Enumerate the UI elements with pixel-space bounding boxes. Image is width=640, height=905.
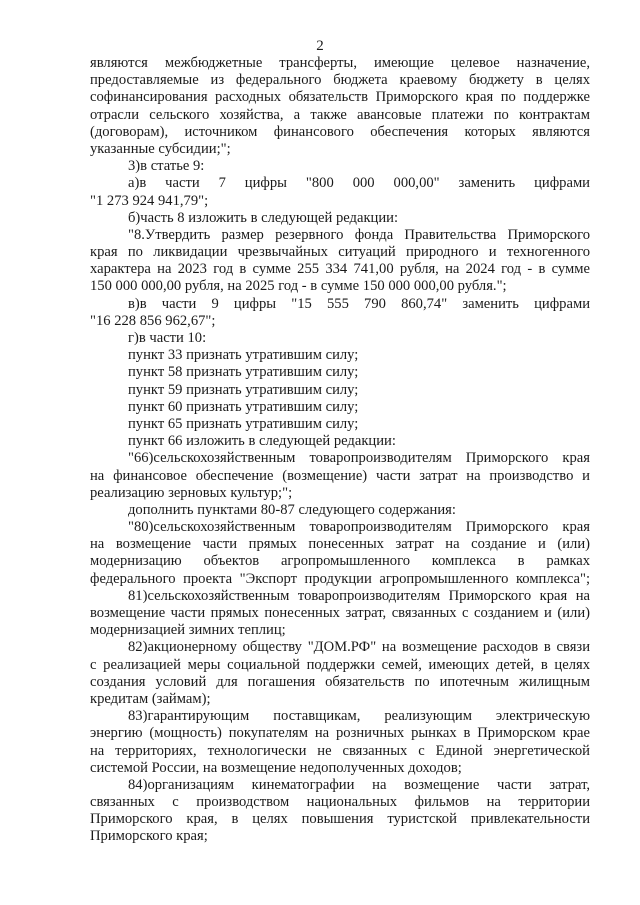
text-line: г)в части 10: xyxy=(128,330,207,346)
text-line: являются межбюджетные трансферты, имеющие целевое назначение, xyxy=(90,55,590,71)
text-line: края по ликвидации чрезвычайных ситуаций природного и техногенного xyxy=(90,244,590,261)
text-line: 3)в статье 9: xyxy=(128,158,205,175)
text-line: 82)акционерному обществу "ДОМ.РФ" на возмещение расходов в связи xyxy=(128,639,590,656)
text-line: пункт 33 признать утратившим силу; xyxy=(128,347,359,364)
text-line: 84)организациям кинематографии на возмещение части затрат, xyxy=(128,776,590,793)
text-line: модернизацию объектов агропромышленного комплекса в рамках xyxy=(90,553,590,570)
text-line: в)в части 9 цифры "15 555 790 860,74" заменить цифрами xyxy=(128,295,590,312)
text-line: (договорам), источником финансового обеспечения которых являются xyxy=(90,123,590,140)
text-line: 81)сельскохозяйственным товаропроизводителям Приморского края на xyxy=(128,587,590,604)
text-line: на территориях, технологически не связанных с Единой энергетической xyxy=(90,742,590,759)
text-line: а)в части 7 цифры "800 000 000,00" заменить цифрами xyxy=(128,175,590,192)
page-number: 2 xyxy=(316,38,324,54)
text-line: софинансирования расходных обязательств Приморского края по поддержке xyxy=(90,89,590,106)
text-line: Приморского края, в целях повышения туристской привлекательности xyxy=(90,811,590,828)
text-line: б)часть 8 изложить в следующей редакции: xyxy=(128,209,399,226)
text-line: "1 273 924 941,79"; xyxy=(90,192,209,209)
text-line: пункт 66 изложить в следующей редакции: xyxy=(128,433,396,450)
text-line: пункт 60 признать утратившим силу; xyxy=(128,398,359,415)
text-line: отрасли сельского хозяйства, а также авансовые платежи по контрактам xyxy=(90,106,590,123)
text-line: Приморского края; xyxy=(90,828,208,845)
text-line: пункт 65 признать утратившим силу; xyxy=(128,415,359,432)
text-line: кредитам (займам); xyxy=(90,690,211,707)
text-line: указанные субсидии;"; xyxy=(90,140,231,157)
text-line: на возмещение части прямых понесенных затрат на создание и (или) xyxy=(90,536,590,553)
text-line: федерального проекта "Экспорт продукции агропромышленного комплекса"; xyxy=(90,570,590,587)
text-line: пункт 59 признать утратившим силу; xyxy=(128,381,359,398)
text-line: пункт 58 признать утратившим силу; xyxy=(128,364,359,381)
text-line: "80)сельскохозяйственным товаропроизводителям Приморского края xyxy=(128,519,590,536)
text-line: предоставляемые из федерального бюджета краевому бюджету в целях xyxy=(90,72,590,89)
document-body xyxy=(90,55,590,846)
text-line: на финансовое обеспечение (возмещение) части затрат на производство и xyxy=(90,467,590,484)
text-line: 83)гарантирующим поставщикам, реализующим электрическую xyxy=(128,708,590,725)
text-line: энергию (мощность) покупателям на розничных рынках в Приморском крае xyxy=(90,725,590,742)
text-line: "66)сельскохозяйственным товаропроизводителям Приморского края xyxy=(128,450,590,467)
text-line: модернизацией зимних теплиц; xyxy=(90,622,286,639)
text-line: создания условий для погашения обязательств по ипотечным жилищным xyxy=(90,673,590,690)
text-line: с реализацией меры социальной поддержки семей, имеющих детей, в целях xyxy=(90,656,590,673)
text-line: возмещение части прямых понесенных затрат, связанных с созданием и (или) xyxy=(90,605,590,621)
text-line: "16 228 856 962,67"; xyxy=(90,312,216,329)
text-line: дополнить пунктами 80-87 следующего содержания: xyxy=(128,501,456,518)
text-line: 150 000 000,00 рубля, на 2025 год - в сумме 150 000 000,00 рубля."; xyxy=(90,278,507,295)
text-line: системой России, на возмещение недополученных доходов; xyxy=(90,759,462,776)
text-line: связанных с производством национальных фильмов на территории xyxy=(90,794,590,811)
text-line: "8.Утвердить размер резервного фонда Правительства Приморского xyxy=(128,226,590,243)
text-line: реализацию зерновых культур;"; xyxy=(90,484,293,501)
text-line: характера на 2023 год в сумме 255 334 741,00 рубля, на 2024 год - в сумме xyxy=(90,261,590,278)
